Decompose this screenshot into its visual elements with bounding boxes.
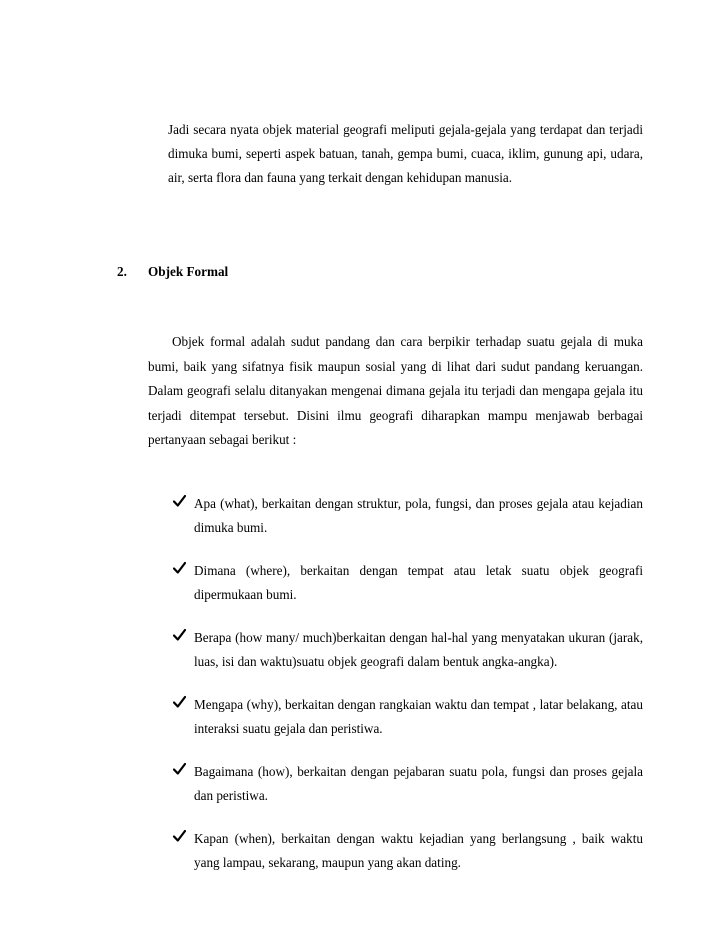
formal-paragraph — [148, 330, 643, 453]
list-item-text: Berapa (how many/ much)berkaitan dengan hal-hal yang menyatakan ukuran (jarak, luas, isi dan waktu)suatu objek geografi dalam bentuk angka-angka). — [194, 630, 643, 669]
list-item — [173, 760, 643, 808]
list-item-text: Kapan (when), berkaitan dengan waktu kejadian yang berlangsung , baik waktu yang lampau, sekarang, maupun yang akan dating. — [194, 831, 643, 870]
intro-paragraph-text: Jadi secara nyata objek material geografi meliputi gejala-gejala yang terdapat dan terjadi dimuka bumi, seperti aspek batuan, tanah, gempa bumi, cuaca, iklim, gunung api, udara, air, serta flora dan fauna yang terkait dengan kehidupan manusia. — [168, 122, 643, 185]
checkmark-icon — [173, 628, 186, 642]
section-number: 2. — [117, 264, 127, 279]
intro-paragraph — [168, 118, 643, 190]
section-heading — [117, 264, 228, 280]
list-item — [173, 827, 643, 875]
section-title: Objek Formal — [148, 264, 229, 279]
checkmark-icon — [173, 561, 186, 575]
checkmark-icon — [173, 829, 186, 843]
list-item — [173, 693, 643, 741]
list-item-text: Apa (what), berkaitan dengan struktur, pola, fungsi, dan proses gejala atau kejadian dimuka bumi. — [194, 496, 643, 535]
checkmark-icon — [173, 762, 186, 776]
list-item — [173, 559, 643, 607]
list-item-text: Mengapa (why), berkaitan dengan rangkaian waktu dan tempat , latar belakang, atau interaksi suatu gejala dan peristiwa. — [194, 697, 643, 736]
checkmark-icon — [173, 494, 186, 508]
formal-paragraph-text: Objek formal adalah sudut pandang dan cara berpikir terhadap suatu gejala di muka bumi, baik yang sifatnya fisik maupun sosial yang di lihat dari sudut pandang keruangan. Dalam geografi selalu ditanyakan mengenai dimana gejala itu terjadi dan mengapa gejala itu terjadi ditempat tersebut. Disini ilmu geografi diharapkan mampu menjawab berbagai pertanyaan sebagai berikut : — [148, 334, 643, 447]
list-item-text: Bagaimana (how), berkaitan dengan pejabaran suatu pola, fungsi dan proses gejala dan peristiwa. — [194, 764, 643, 803]
list-item — [173, 626, 643, 674]
checkmark-icon — [173, 695, 186, 709]
question-list — [173, 492, 643, 875]
list-item-text: Dimana (where), berkaitan dengan tempat atau letak suatu objek geografi dipermukaan bumi. — [194, 563, 643, 602]
list-item — [173, 492, 643, 540]
